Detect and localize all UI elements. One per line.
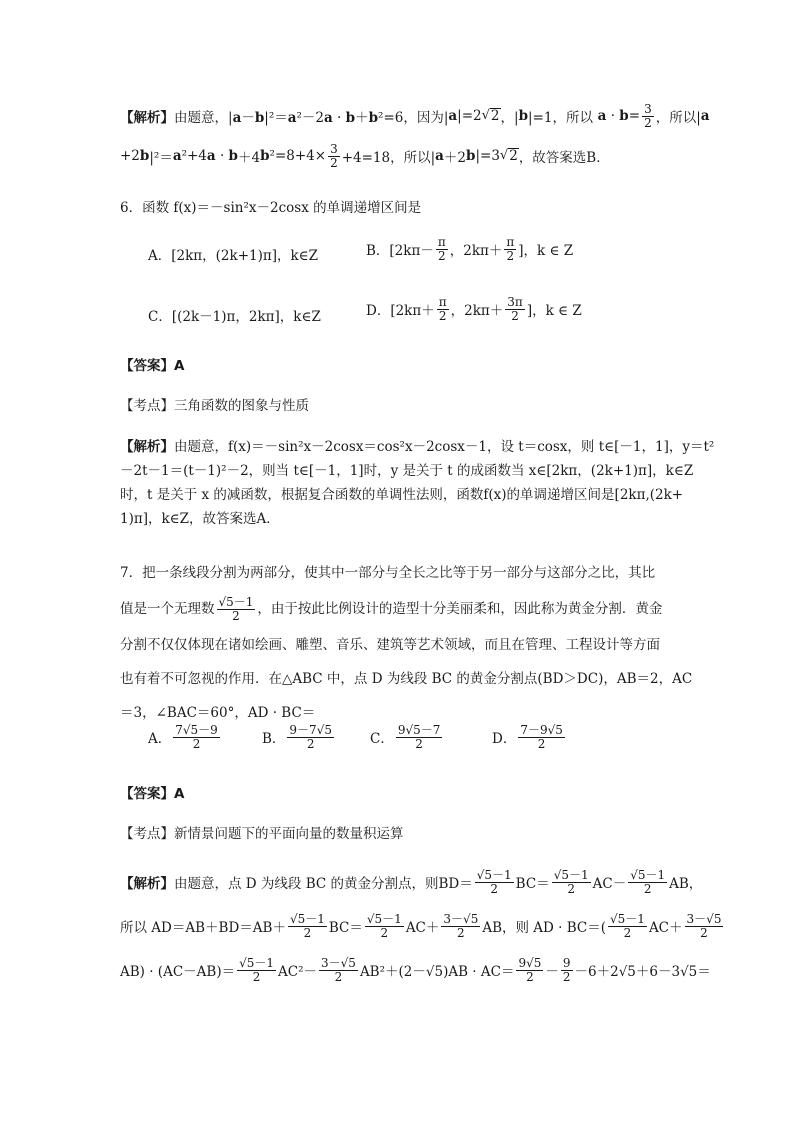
question-6-stem: 6．函数 f(x)＝－sin²x－2cosx 的单调递增区间是 — [120, 200, 422, 216]
sqrt-2: √ 2 — [499, 148, 518, 165]
q5-analysis-line-1: 【解析】 由题意， |a－b|²＝a²－2a · b＋b² =6，因为| a |=2 √ 2 ，| b |=1，所以 a · b = $\frac{3}{2}$ ，所以| a — [120, 101, 710, 130]
q6-option-c: C．[(2k－1)π，2kπ]，k∈Z — [148, 309, 321, 325]
q7-option-b: B． $\frac{9-7√5}{2}$ — [262, 723, 332, 751]
q6-option-a: A．[2kπ，(2k+1)π]，k∈Z — [148, 248, 319, 264]
q7-answer: 【答案】A — [120, 786, 185, 802]
q6-analysis: 【解析】 由题意，f(x)＝－sin²x－2cosx＝cos²x－2cosx－1，设 t＝cosx，则 t∈[－1，1]，y＝t² －2t－1＝(t－1)²－2，则当 t∈[－1，1]时，y 是关于 t 的成函数当 x∈[2kπ，(2k+1)π]，k∈Z 时，t 是关于 x 的减函数，根据复合函数的单调性法则，函数f(x)的单调递增区间是[2kπ,(2k+ 1)π]，k∈Z，故答案选A． — [120, 439, 715, 527]
q7-topic: 【考点】新情景问题下的平面向量的数量积运算 — [120, 826, 404, 842]
fraction-3-2: $\frac{3}{2}$ — [644, 101, 652, 130]
analysis-tag: 【解析】 — [120, 110, 174, 126]
q5-analysis-line-2: +2 b |²＝ a ² +4 a · b ＋4 b ² =8+4× $\frac{3}{2}$ +4=18，所以| a ＋2 b |=3 √ 2 ，故答案选B． — [120, 141, 610, 170]
q7-option-a: A． $\frac{7√5-9}{2}$ — [148, 723, 218, 751]
q7-analysis: 【解析】 由题意，点 D 为线段 BC 的黄金分割点，则 BD＝ $\frac{√5-1}{2}$ BC＝ $\frac{√5-1}{2}$ AC－ $\frac{√5-1}{2}$ AB， 所以 AD＝AB＋BD＝AB＋ $\frac{√5-1}{2}$ BC＝ $\frac{√5-1}{2}$ AC＋ $\frac{3-√5}{2}$ AB，则 AD · BC＝( $\frac{√5-1}{2}$ AC＋ $\frac{3-√5}{2}$ AB) · (AC－AB)＝ $\frac{√5-1}{2}$ AC²－ $\frac{3-√5}{2}$ AB²＋(2－√5)AB · AC＝ $\frac{9√5}{2}$ － $\frac{9}{2}$ －6＋2√5＋6－3√5＝ — [120, 867, 722, 984]
q7-option-d: D． $\frac{7-9√5}{2}$ — [492, 723, 563, 751]
q5-analysis — [120, 96, 710, 176]
q6-option-d: D．[2kπ＋ $\frac{\pi}{2}$ ，2kπ＋ $\frac{3\pi}{2}$ ]，k ∈ Z — [366, 295, 582, 323]
q7-option-c: C． $\frac{9√5-7}{2}$ — [370, 723, 441, 751]
question-7-stem: 7．把一条线段分割为两部分，使其中一部分与全长之比等于另一部分与这部分之比，其比 值是一个无理数 $\frac{√5-1}{2}$ ，由于按此比例设计的造型十分美丽柔和，因此称为黄金分割．黄金 分割不仅仅体现在诸如绘画、雕塑、音乐、建筑等艺术领域，而且在管理、工程设计等方面 也有着不可忽视的作用．在△ABC 中，点 D 为线段 BC 的黄金分割点(BD＞DC)，AB＝2，AC ＝3，∠BAC＝60°，AD · BC＝ — [120, 565, 693, 721]
q6-topic: 【考点】三角函数的图象与性质 — [120, 398, 309, 414]
q6-option-b: B．[2kπ－ $\frac{\pi}{2}$ ，2kπ＋ $\frac{\pi}{2}$ ]，k ∈ Z — [366, 235, 574, 263]
fraction-3-2: $\frac{3}{2}$ — [330, 141, 338, 170]
sqrt-2: √ 2 — [481, 108, 500, 125]
q6-answer: 【答案】A — [120, 358, 185, 374]
